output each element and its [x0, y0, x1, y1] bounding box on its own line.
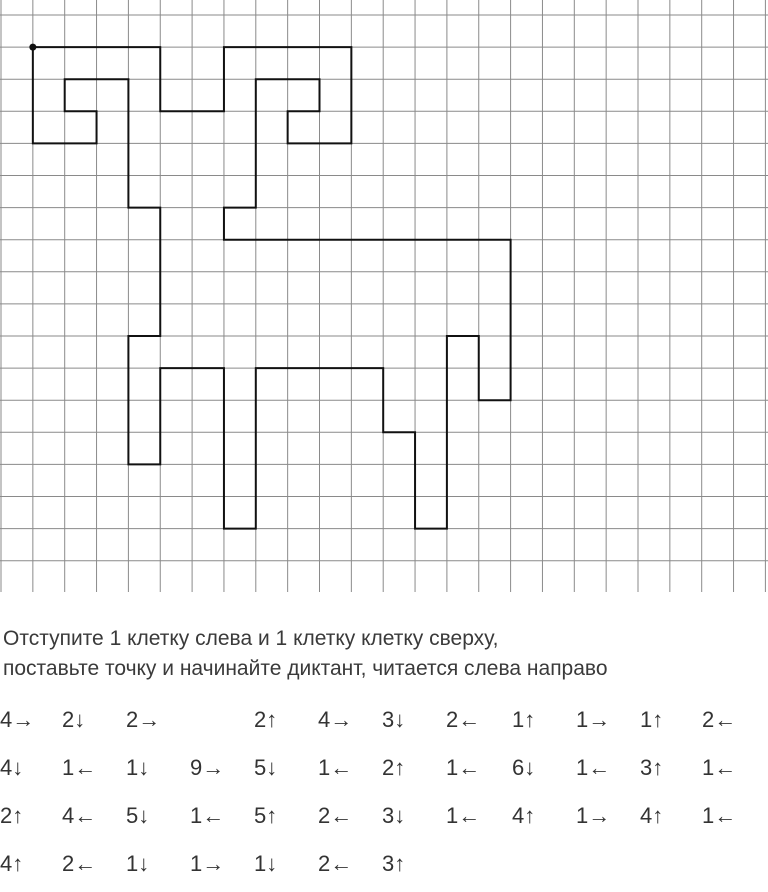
dictation-step: 1←	[702, 803, 737, 828]
dictation-step: 1←	[318, 755, 353, 780]
dictation-step: 2→	[126, 707, 161, 732]
dictation-steps	[0, 700, 768, 892]
dictation-step: 3↓	[382, 803, 406, 828]
dictation-step: 9→	[190, 755, 225, 780]
dictation-step: 2↑	[254, 707, 278, 732]
dictation-row	[0, 796, 768, 844]
dictation-step: 1→	[190, 851, 225, 876]
dictation-step: 1←	[446, 755, 481, 780]
start-point-dot	[29, 44, 36, 51]
dictation-step: 2↓	[62, 707, 86, 732]
dictation-step: 2←	[318, 803, 353, 828]
dictation-step: 4↑	[640, 803, 664, 828]
dictation-step: 3↓	[382, 707, 406, 732]
instructions-text	[3, 624, 768, 684]
dictation-step: 1←	[576, 755, 611, 780]
dictation-step: 2↑	[0, 803, 24, 828]
dictation-step: 5↓	[254, 755, 278, 780]
dictation-step: 1↓	[126, 755, 150, 780]
dictation-step: 2←	[62, 851, 97, 876]
dictation-step: 5↑	[254, 803, 278, 828]
dictation-step: 4↓	[0, 755, 24, 780]
dictation-step: 4→	[0, 707, 35, 732]
dictation-step: 4↑	[0, 851, 24, 876]
dictation-step: 1←	[190, 803, 225, 828]
dictation-step: 2←	[446, 707, 481, 732]
instructions-line-2: поставьте точку и начинайте диктант, читается слева направо	[3, 657, 608, 680]
dictation-step: 3↑	[640, 755, 664, 780]
dictation-figure-path	[33, 47, 511, 528]
instructions-line-1: Отступите 1 клетку слева и 1 клетку клетку сверху,	[3, 627, 499, 650]
dictation-step: 1←	[62, 755, 97, 780]
dictation-step: 5↓	[126, 803, 150, 828]
dictation-step: 2←	[702, 707, 737, 732]
dictation-step: 6↓	[512, 755, 536, 780]
dictation-step: 1↓	[254, 851, 278, 876]
dictation-step: 1↑	[640, 707, 664, 732]
dictation-step: 4→	[318, 707, 353, 732]
dictation-step: 1↑	[512, 707, 536, 732]
dictation-step: 1→	[576, 803, 611, 828]
dictation-step: 1→	[576, 707, 611, 732]
dictation-row	[0, 844, 768, 892]
dictation-step: 3↑	[382, 851, 406, 876]
dictation-step: 4←	[62, 803, 97, 828]
dictation-row	[0, 748, 768, 796]
dictation-step: 1←	[446, 803, 481, 828]
dictation-row	[0, 700, 768, 748]
dictation-step: 1↓	[126, 851, 150, 876]
dictation-step: 2↑	[382, 755, 406, 780]
dictation-step: 4↑	[512, 803, 536, 828]
dictation-step: 2←	[318, 851, 353, 876]
dictation-step: 1←	[702, 755, 737, 780]
